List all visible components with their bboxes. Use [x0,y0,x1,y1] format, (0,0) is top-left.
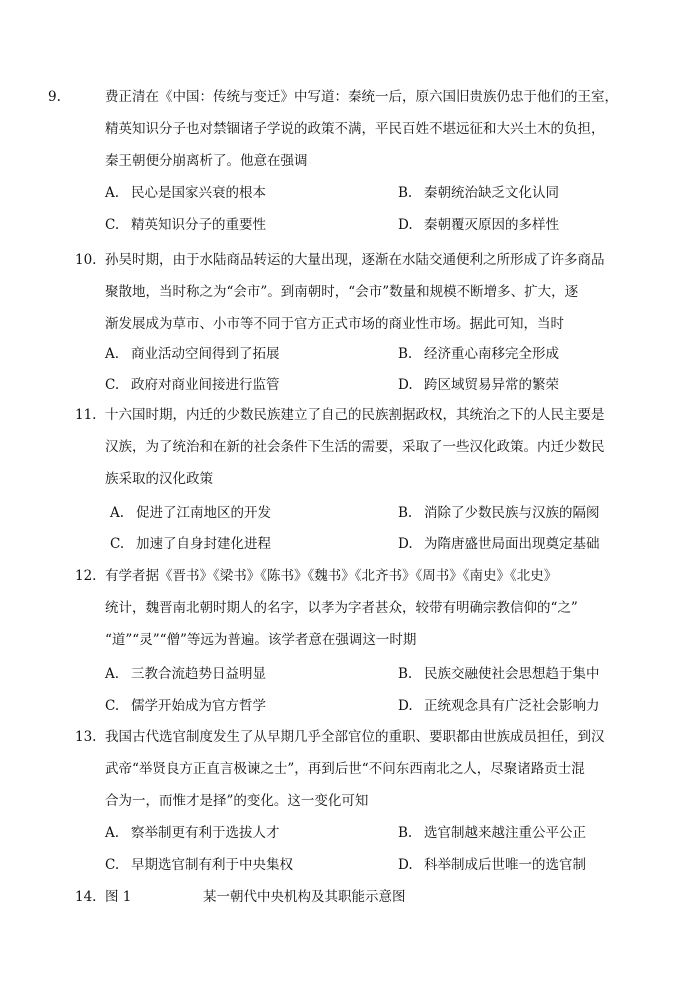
option-text: 儒学开始成为官方哲学 [131,698,266,714]
option-a [105,345,280,363]
question-stem-line: 渐发展成为草市、小市等不同于官方正式市场的商业性市场。据此可知，当时 [105,316,564,332]
option-letter: A. [105,346,120,362]
option-letter: B. [398,825,413,841]
question-number: 11. [75,407,97,423]
option-b [398,824,586,842]
question-number: 13. [75,729,97,745]
figure-label: 图 1 [105,889,132,905]
option-d [398,535,600,553]
question-stem-line: 费正清在《中国：传统与变迁》中写道：秦统一后，原六国旧贵族仍忠于他们的王室， [105,89,618,105]
option-letter: D. [398,217,413,233]
option-text: 跨区域贸易异常的繁荣 [424,377,559,393]
option-c [105,216,266,234]
question-stem-line: 合为一，而惟才是择”的变化。这一变化可知 [105,793,369,809]
question-stem-line: 精英知识分子也对禁锢诸子学说的政策不满，平民百姓不堪远征和大兴土木的负担， [105,121,605,137]
option-letter: B. [398,346,413,362]
option-text: 选官制越来越注重公平公正 [424,825,586,841]
option-b [398,504,600,522]
question-stem-line: 汉族，为了统治和在新的社会条件下生活的需要，采取了一些汉化政策。内迁少数民 [105,439,605,455]
option-text: 早期选官制有利于中央集权 [131,857,293,873]
option-letter: A. [105,666,120,682]
option-text: 精英知识分子的重要性 [131,217,266,233]
option-letter: D. [398,857,413,873]
option-d [398,376,559,394]
option-text: 为隋唐盛世局面出现奠定基础 [424,536,600,552]
question-stem-line: 聚散地，当时称之为“会市”。到南朝时，“会市”数量和规模不断增多、扩大，逐 [105,284,579,300]
option-text: 加速了自身封建化进程 [136,536,271,552]
option-text: 民心是国家兴衰的根本 [131,185,266,201]
option-text: 三教合流趋势日益明显 [131,666,266,682]
question-number: 12. [75,568,97,584]
question-stem-line: 有学者据《晋书》《梁书》《陈书》《魏书》《北齐书》《周书》《南史》《北史》 [105,568,558,584]
question-number: 9. [48,89,61,105]
option-letter: B. [398,666,413,682]
option-text: 民族交融使社会思想趋于集中 [424,666,600,682]
option-text: 正统观念具有广泛社会影响力 [424,698,600,714]
option-text: 政府对商业间接进行监管 [131,377,280,393]
option-letter: D. [398,377,413,393]
option-letter: C. [105,857,120,873]
option-b [398,345,559,363]
question-number: 14. [75,889,97,905]
option-a [105,824,280,842]
option-text: 秦朝统治缺乏文化认同 [424,185,559,201]
option-c [110,535,271,553]
option-a [105,184,266,202]
option-letter: C. [110,536,125,552]
option-letter: B. [398,185,413,201]
question-stem-line: 统计，魏晋南北朝时期人的名字，以孝为字者甚众，较带有明确宗教信仰的“之” [105,600,578,616]
option-letter: C. [105,377,120,393]
question-stem-line: 十六国时期，内迁的少数民族建立了自己的民族割据政权，其统治之下的人民主要是 [105,407,605,423]
option-letter: A. [110,505,125,521]
question-stem-line: 武帝“举贤良方正直言极谏之士”，再到后世“不问东西南北之人，尽聚诸路贡士混 [105,761,585,777]
option-d [398,697,600,715]
option-text: 消除了少数民族与汉族的隔阂 [424,505,600,521]
option-letter: D. [398,698,413,714]
option-text: 察举制更有利于选拔人才 [131,825,280,841]
option-b [398,665,600,683]
option-text: 经济重心南移完全形成 [424,346,559,362]
option-letter: C. [105,217,120,233]
option-text: 促进了江南地区的开发 [136,505,271,521]
question-stem-line: 秦王朝便分崩离析了。他意在强调 [105,153,308,169]
option-letter: D. [398,536,413,552]
option-c [105,697,266,715]
option-c [105,376,280,394]
question-stem-line: “道”“灵”“僧”等远为普遍。该学者意在强调这一时期 [105,632,417,648]
question-stem-line: 族采取的汉化政策 [105,471,213,487]
option-d [398,216,559,234]
question-stem-line: 我国古代选官制度发生了从早期几乎全部官位的重职、要职都由世族成员担任，到汉 [105,729,605,745]
option-a [105,665,266,683]
option-d [398,856,586,874]
option-letter: C. [105,698,120,714]
question-stem-line: 孙吴时期，由于水陆商品转运的大量出现，逐渐在水陆交通便利之所形成了许多商品 [105,252,605,268]
option-letter: B. [398,505,413,521]
option-b [398,184,559,202]
option-c [105,856,293,874]
option-text: 科举制成后世唯一的选官制 [424,857,586,873]
option-text: 商业活动空间得到了拓展 [131,346,280,362]
option-letter: A. [105,185,120,201]
figure-caption: 某一朝代中央机构及其职能示意图 [203,889,406,905]
question-number: 10. [75,252,97,268]
option-letter: A. [105,825,120,841]
option-text: 秦朝覆灭原因的多样性 [424,217,559,233]
option-a [110,504,271,522]
